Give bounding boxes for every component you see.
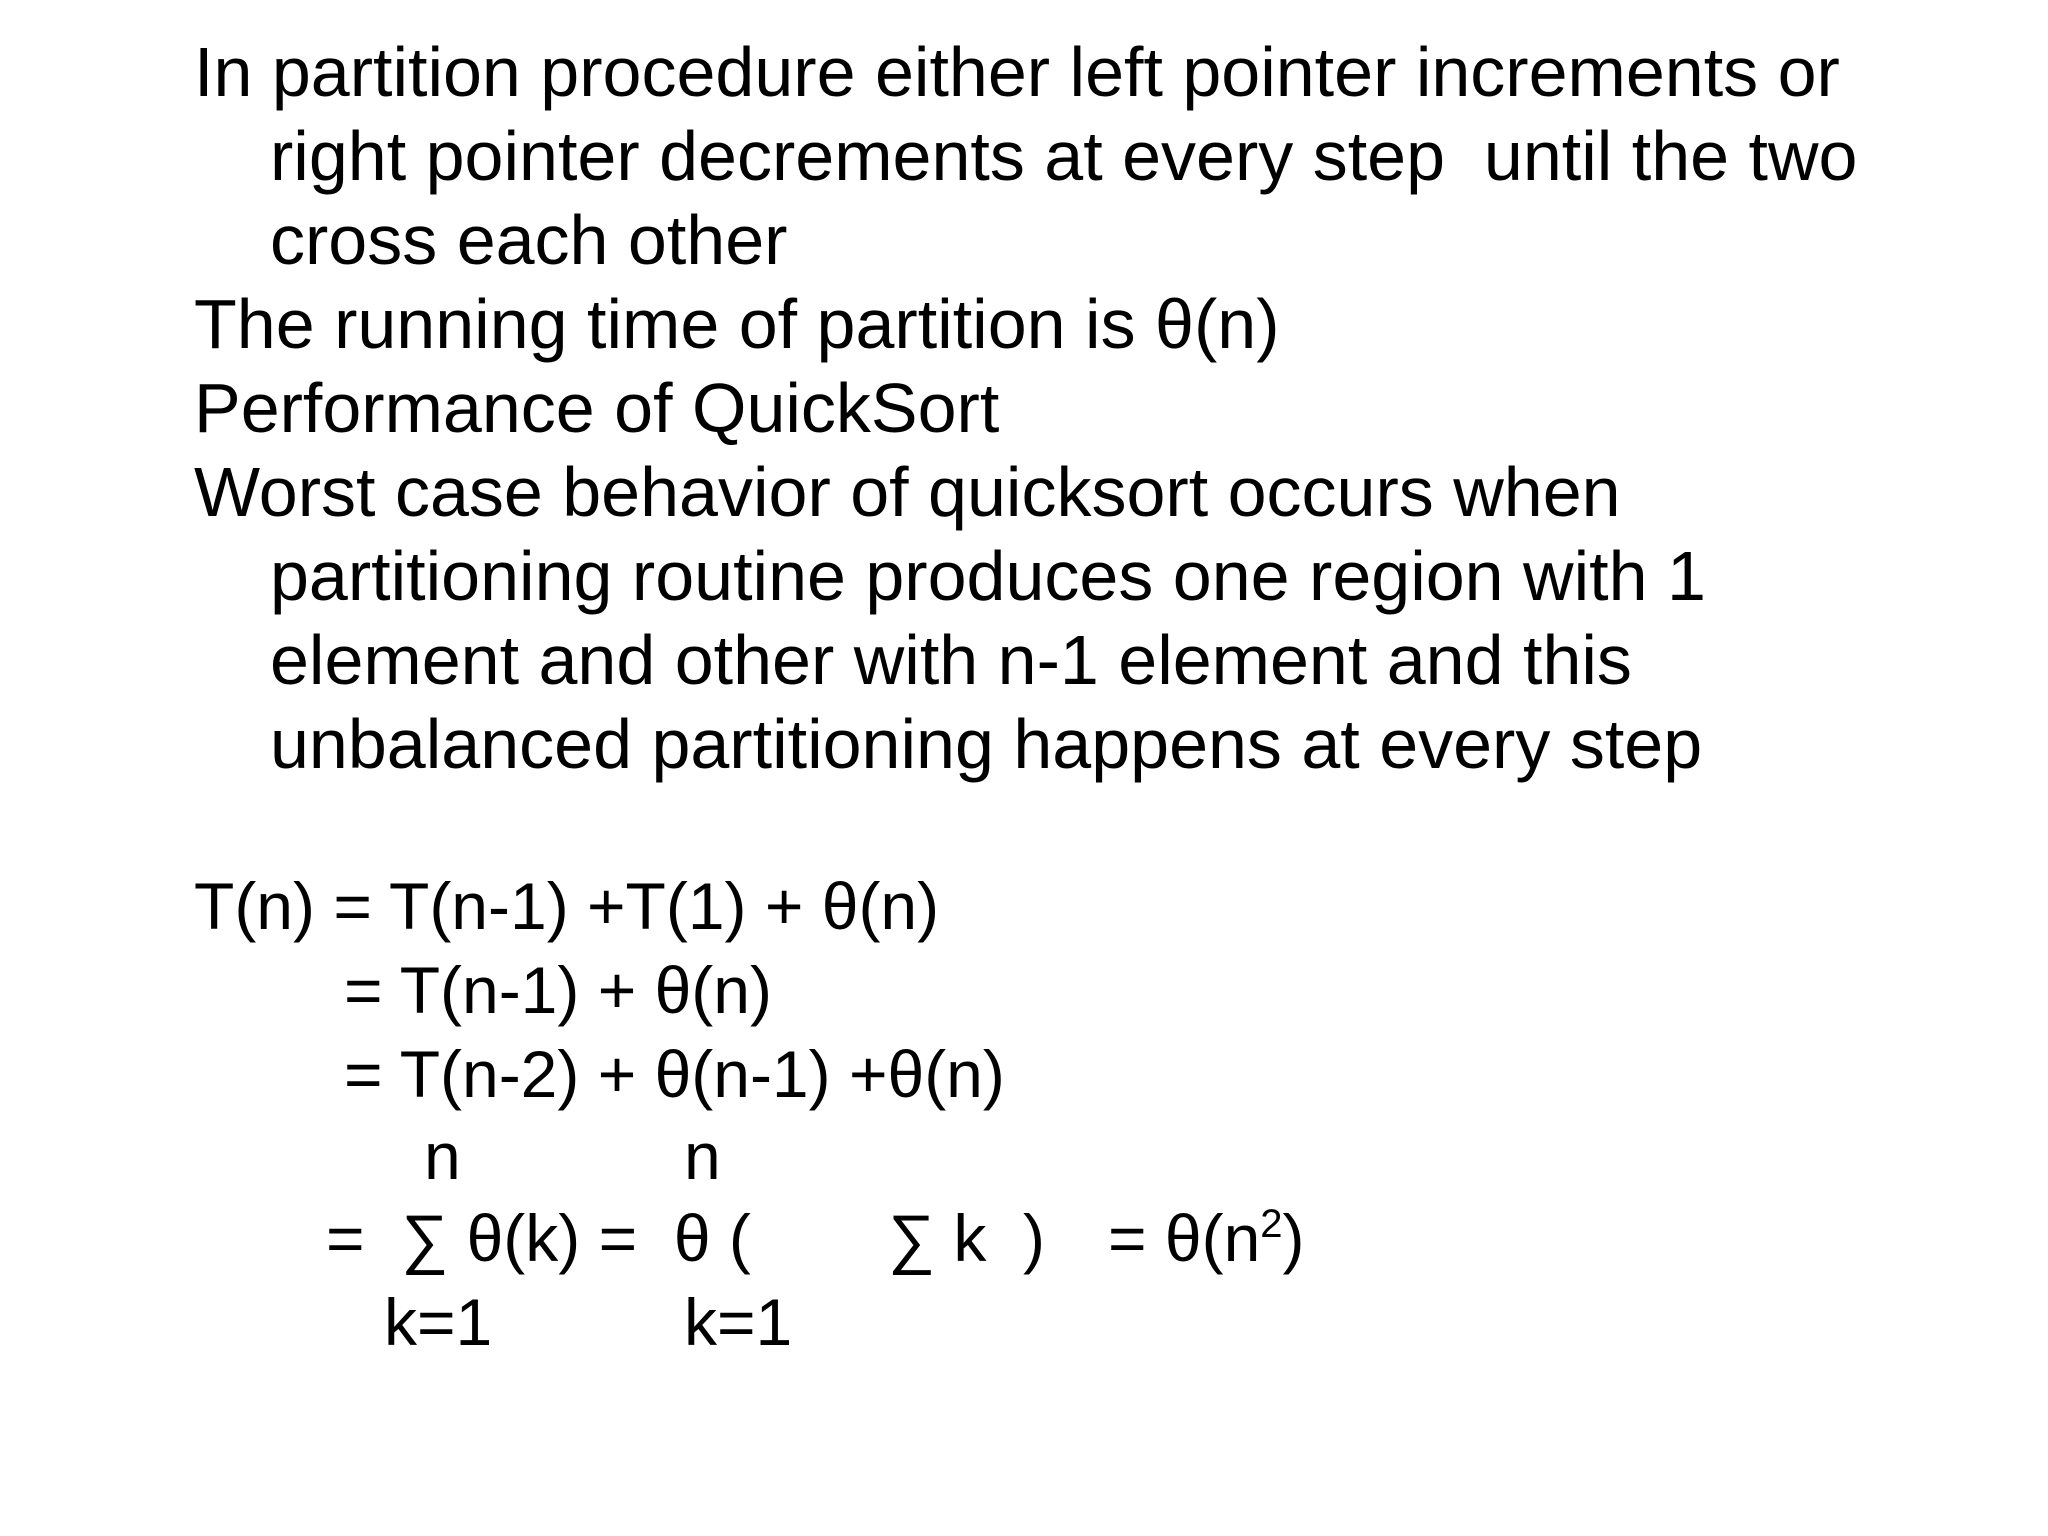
equation-line-4-right: [1108, 1198, 1305, 1288]
paragraph-4-line-2: partitioning routine produces one region with 1: [270, 537, 1706, 615]
equation-line-4-left: = ∑ θ(k) = θ (: [326, 1201, 751, 1275]
result-exponent: 2: [1260, 1202, 1283, 1246]
result-base: = θ(n: [1108, 1201, 1261, 1275]
paragraph-3: Performance of QuickSort: [194, 369, 1000, 447]
sum-lower-limit-2: k=1: [684, 1285, 793, 1359]
paragraph-4-line-3: element and other with n-1 element and this: [270, 621, 1632, 699]
sum-lower-limit-1: k=1: [384, 1285, 493, 1359]
paragraph-1-line-1: In partition procedure either left pointer increments or: [194, 33, 1840, 111]
paragraph-1-line-3: cross each other: [270, 201, 788, 279]
sum-upper-limit-1: n: [424, 1119, 461, 1193]
equation-line-1: T(n) = T(n-1) +T(1) + θ(n): [194, 869, 940, 943]
equation-line-3: = T(n-2) + θ(n-1) +θ(n): [344, 1037, 1005, 1111]
result-close: ): [1282, 1201, 1305, 1275]
equation-line-2: = T(n-1) + θ(n): [344, 953, 772, 1027]
equation-line-4-middle: ∑ k ): [888, 1201, 1046, 1275]
paragraph-1-line-2: right pointer decrements at every step until the two: [270, 117, 1858, 195]
paragraph-2: The running time of partition is θ(n): [194, 285, 1280, 363]
paragraph-4-line-4: unbalanced partitioning happens at every step: [270, 705, 1703, 783]
sum-upper-limit-2: n: [684, 1119, 721, 1193]
paragraph-4-line-1: Worst case behavior of quicksort occurs when: [194, 453, 1621, 531]
